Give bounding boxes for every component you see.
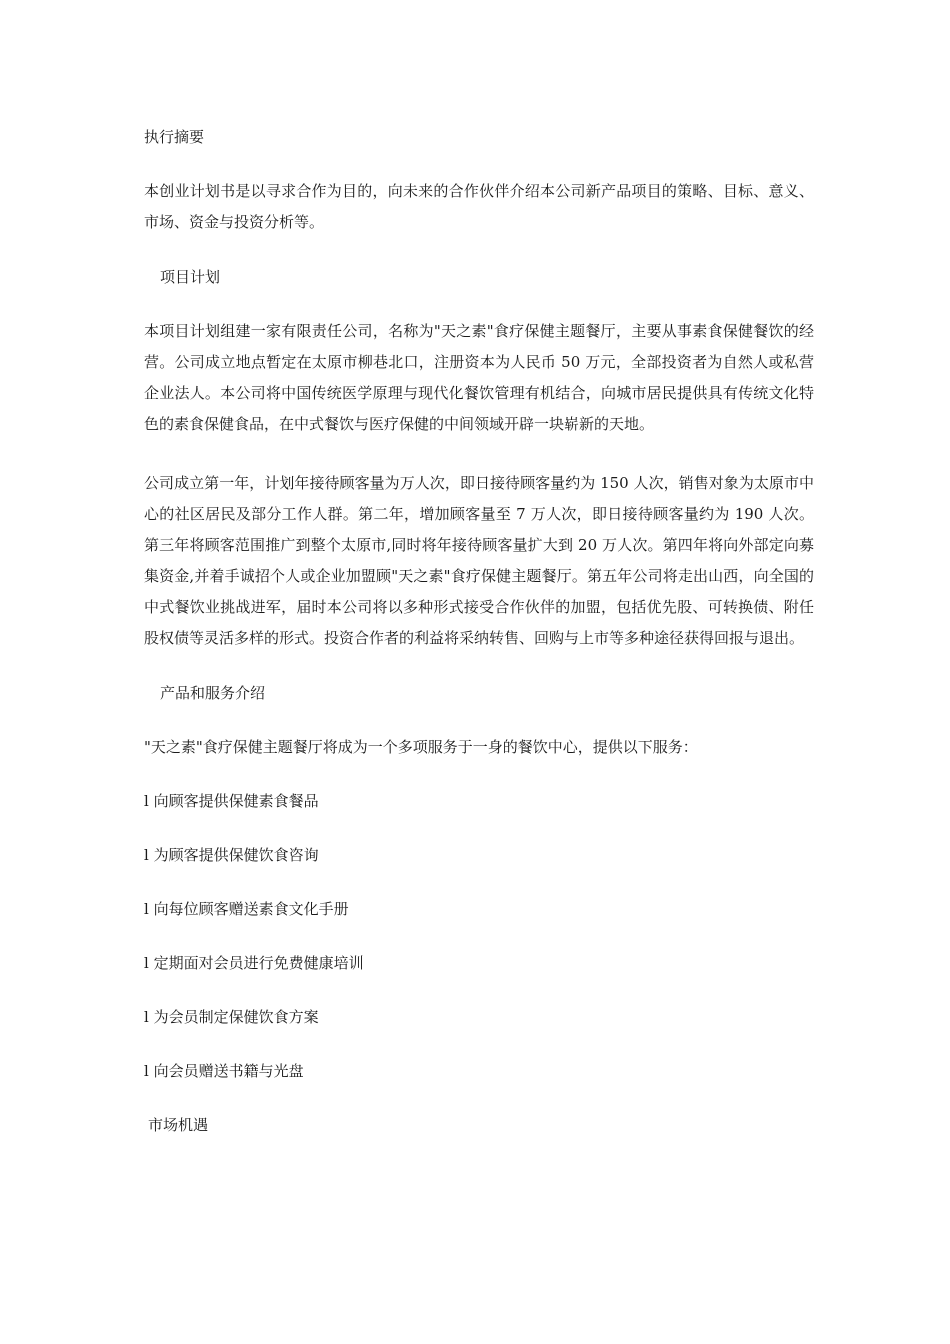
list-item: l 定期面对会员进行免费健康培训 bbox=[144, 954, 364, 972]
list-item: l 为顾客提供保健饮食咨询 bbox=[144, 846, 319, 864]
list-item: l 向会员赠送书籍与光盘 bbox=[144, 1062, 304, 1080]
section-title-summary: 执行摘要 bbox=[144, 128, 205, 146]
list-item: l 向每位顾客赠送素食文化手册 bbox=[144, 900, 349, 918]
section-title-project: 项目计划 bbox=[160, 268, 221, 286]
document-page bbox=[144, 126, 814, 1136]
project-paragraph-1: 本项目计划组建一家有限责任公司，名称为"天之素"食疗保健主题餐厅，主要从事素食保健餐饮的经营。公司成立地点暂定在太原市柳巷北口，注册资本为人民币 50 万元，全部投资者为自然人或私营企业法人。本公司将中国传统医学原理与现代化餐饮管理有机结合，向城市居民提供具有传统文化特色的素食保健食品，在中式餐饮与医疗保健的中间领域开辟一块崭新的天地。 bbox=[144, 322, 814, 433]
section-title-services: 产品和服务介绍 bbox=[160, 684, 266, 702]
list-item: l 为会员制定保健饮食方案 bbox=[144, 1008, 319, 1026]
list-item: l 向顾客提供保健素食餐品 bbox=[144, 792, 319, 810]
project-paragraph-2: 公司成立第一年，计划年接待顾客量为万人次，即日接待顾客量约为 150 人次，销售对象为太原市中心的社区居民及部分工作人群。第二年，增加顾客量至 7 万人次，即日接待顾客量约为 190 人次。第三年将顾客范围推广到整个太原市,同时将年接待顾客量扩大到 20 万人次。第四年将向外部定向募集资金,并着手诚招个人或企业加盟顾"天之素"食疗保健主题餐厅。第五年公司将走出山西，向全国的中式餐饮业挑战进军，届时本公司将以多种形式接受合作伙伴的加盟，包括优先股、可转换债、附任股权债等灵活多样的形式。投资合作者的利益将采纳转售、回购与上市等多种途径获得回报与退出。 bbox=[144, 474, 814, 647]
section-title-market: 市场机遇 bbox=[148, 1116, 209, 1134]
summary-paragraph: 本创业计划书是以寻求合作为目的，向未来的合作伙伴介绍本公司新产品项目的策略、目标、意义、市场、资金与投资分析等。 bbox=[144, 182, 814, 231]
services-intro: "天之素"食疗保健主题餐厅将成为一个多项服务于一身的餐饮中心，提供以下服务： bbox=[144, 738, 698, 756]
